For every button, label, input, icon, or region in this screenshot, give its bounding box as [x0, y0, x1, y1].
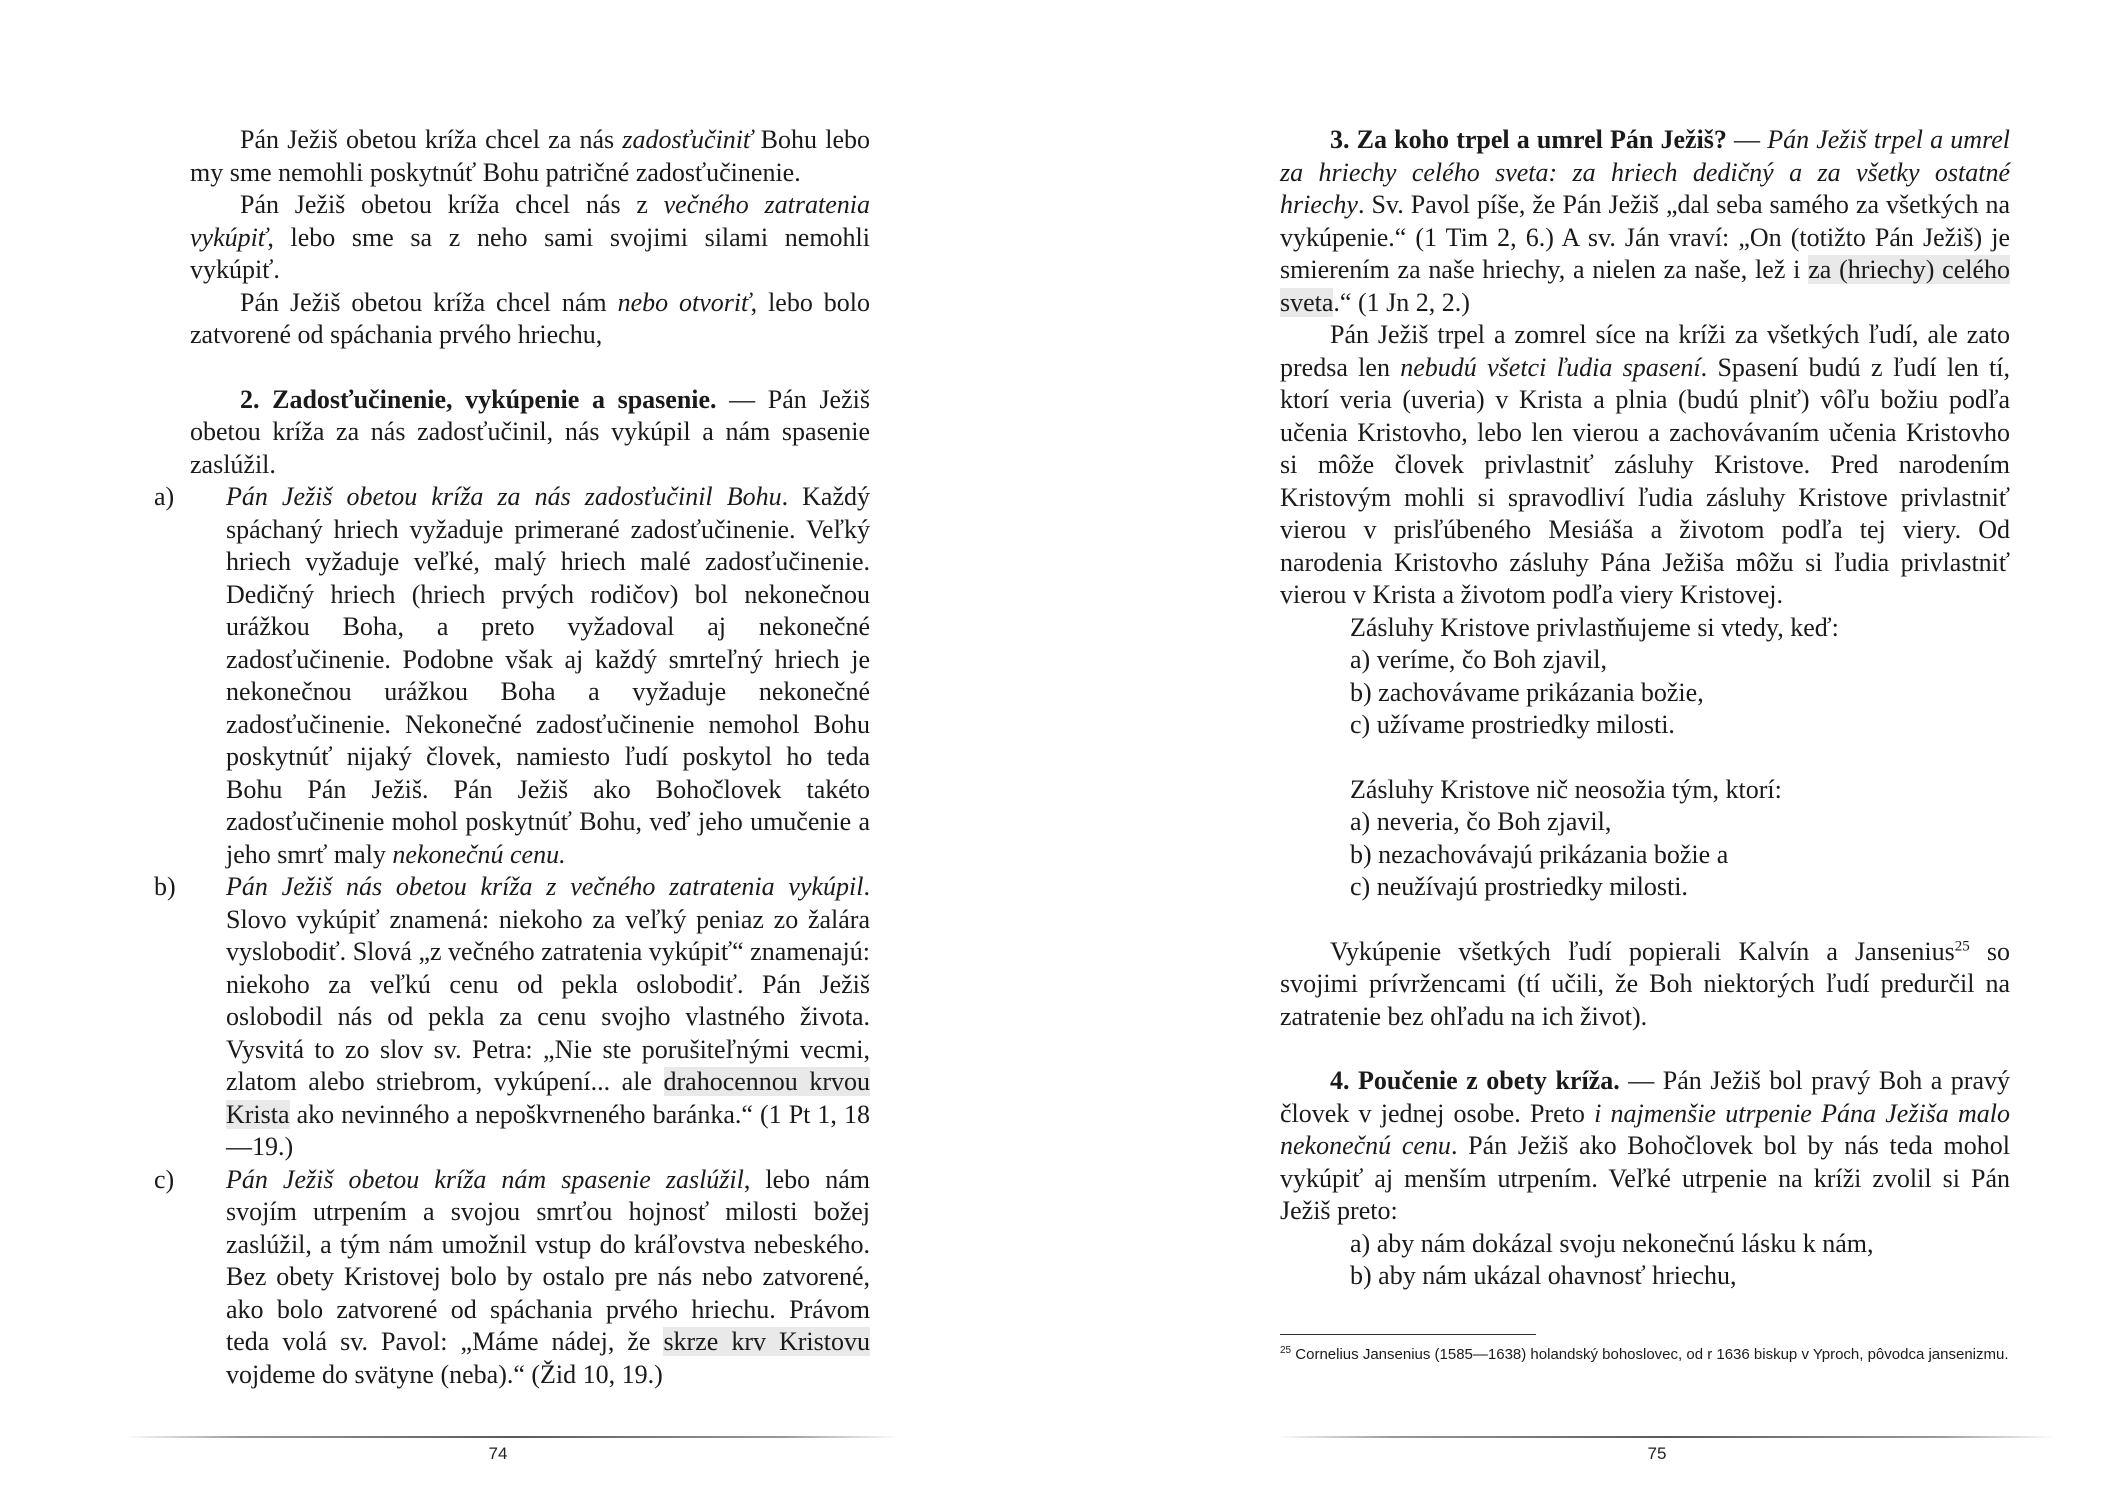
list-intro: Zásluhy Kristove privlastňujeme si vtedy, keď: — [1350, 612, 1839, 642]
list-item: c) neužívajú prostriedky milosti. — [1350, 872, 1688, 901]
list-item: a) veríme, čo Boh zjavil, — [1350, 645, 1608, 674]
footnote-reference: 25 — [1954, 937, 1970, 954]
list-item: b) nezachovávajú prikázania božie a — [1350, 839, 1729, 869]
highlighted-text: za (hriechy) celého sveta — [1280, 255, 2010, 317]
section-2-paragraph: 2. Zadosťučinenie, vykúpenie a spasenie. — Pán Ježiš obetou kríža za nás zadosťučinil, nás vykúpil a nám spasenie zaslúžil. — [190, 384, 870, 479]
section-heading: 3. Za koho trpel a umrel Pán Ježiš? — [1330, 125, 1727, 154]
right-page-body — [1280, 124, 2010, 1293]
right-page — [1280, 0, 2010, 1500]
list-intro: Zásluhy Kristove nič neosožia tým, ktorí: — [1350, 774, 1782, 804]
reasons-list — [1280, 1228, 2010, 1293]
section-2-list — [154, 481, 870, 1391]
merits-list — [1280, 612, 2010, 904]
section-heading: 4. Poučenie z obety kríža. — [1330, 1066, 1620, 1095]
left-page-body — [154, 124, 871, 1391]
footnote-rule — [1280, 1334, 1536, 1335]
page-number: 75 — [1647, 1444, 1667, 1463]
section-4-paragraph: 4. Poučenie z obety kríža. — Pán Ježiš bol pravý Boh a pravý človek v jednej osobe. Preto i najmenšie utrpenie Pána Ježiša malo nekonečnú cenu. Pán Ježiš ako Bohočlovek bol by nás teda mohol vykúpiť aj menším utrpením. Veľké utrpenie na kríži zvolil si Pán Ježiš preto: — [1280, 1066, 2011, 1225]
footnote: $^{25}$ Cornelius Jansenius (1585—1638) holandský bohoslovec, od r 1636 biskup v Yproch, pôvodca jansenizmu. — [1280, 1345, 2009, 1363]
list-item: a) Pán Ježiš obetou kríža za nás zadosťučinil Bohu. Každý spáchaný hriech vyžaduje primerané zadosťučinenie. Veľký hriech vyžaduje veľké, malý hriech malé zadosťučinenie. Dedičný hriech (hriech prvých rodičov) bol nekonečnou urážkou Boha, a preto vyžadoval aj nekonečné zadosťučinenie. Podobne však aj každý smrteľný hriech je nekonečnou urážkou Boha a vyžaduje nekonečné zadosťučinenie. Nekonečné zadosťučinenie nemohol Bohu poskytnúť nijaký človek, namiesto ľudí poskytol ho teda Bohu Pán Ježiš. Pán Ježiš ako Bohočlovek takéto zadosťučinenie mohol poskytnúť Bohu, veď jeho umučenie a jeho smrť maly nekonečnú cenu. — [154, 482, 870, 869]
section-heading: 2. Zadosťučinenie, vykúpenie a spasenie. — [240, 384, 717, 414]
list-item: c) užívame prostriedky milosti. — [1350, 710, 1675, 739]
section-3-paragraph: 3. Za koho trpel a umrel Pán Ježiš? — Pán Ježiš trpel a umrel za hriechy celého sveta: za hriech dedičný a za všetky ostatné hriechy. Sv. Pavol píše, že Pán Ježiš „dal seba samého za všetkých na vykúpenie.“ (1 Tim 2, 6.) A sv. Ján vraví: „On (totižto Pán Ježiš) je smierením za naše hriechy, a nielen za naše, lež i za (hriechy) celého sveta.“ (1 Jn 2, 2.) — [1280, 125, 2010, 317]
highlighted-text: skrze krv Kristovu — [663, 1327, 870, 1356]
paragraph: Vykúpenie všetkých ľudí popierali Kalvín a Jansenius$^{25}$ so svojimi prívržencami (tí učili, že Boh niektorých ľudí predurčil na zatratenie bez ohľadu na ich život). — [1280, 936, 2010, 1031]
highlighted-text: drahocennou krvou Krista — [226, 1067, 870, 1129]
left-page — [154, 0, 871, 1500]
page-rule — [1276, 1436, 2056, 1438]
page-rule — [124, 1436, 900, 1438]
paragraph: Pán Ježiš obetou kríža chcel za nás zadosťučiniť Bohu lebo my sme nemohli poskytnúť Bohu patričné zadosťučinenie. — [190, 125, 870, 187]
paragraph: Pán Ježiš trpel a zomrel síce na kríži za všetkých ľudí, ale zato predsa len nebudú všetci ľudia spasení. Spasení budú z ľudí len tí, ktorí veria (uveria) v Krista a plnia (budú plniť) vôľu božiu podľa učenia Kristovho, lebo len vierou a zachovávaním učenia Kristovho si môže človek privlastniť zásluhy Kristove. Pred narodením Kristovým mohli si spravodliví ľudia zásluhy Kristove privlastniť vierou v prisľúbeného Mesiáša a životom podľa tej viery. Od narodenia Kristovho zásluhy Pána Ježiša môžu si ľudia privlastniť vierou v Krista a životom podľa viery Kristovej. — [1280, 320, 2010, 609]
paragraph: Pán Ježiš obetou kríža chcel nás z večného zatratenia vykúpiť, lebo sme sa z neho sami svojimi silami nemohli vykúpiť. — [190, 190, 871, 284]
list-item: b) aby nám ukázal ohavnosť hriechu, — [1350, 1261, 1737, 1290]
page-number: 74 — [488, 1444, 508, 1463]
list-item: a) aby nám dokázal svoju nekonečnú lásku k nám, — [1350, 1228, 1874, 1258]
list-item: b) Pán Ježiš nás obetou kríža z večného zatratenia vykúpil. Slovo vykúpiť znamená: niekoho za veľký peniaz zo žalára vyslobodiť. Slová „z večného zatratenia vykúpiť“ znamenajú: niekoho za veľkú cenu od pekla oslobodiť. Pán Ježiš oslobodil nás od pekla za cenu svojho vlastného života. Vysvitá to zo slov sv. Petra: „Nie ste porušiteľnými vecmi, zlatom alebo striebrom, vykúpení... ale drahocennou krvou Krista ako nevinného a nepoškvrneného baránka.“ (1 Pt 1, 18—19.) — [154, 872, 870, 1161]
list-item: c) Pán Ježiš obetou kríža nám spasenie zaslúžil, lebo nám svojím utrpením a svojou smrťou hojnosť milosti božej zaslúžil, a tým nám umožnil vstup do kráľovstva nebeského. Bez obety Kristovej bolo by ostalo pre nás nebo zatvorené, ako bolo zatvorené od spáchania prvého hriechu. Právom teda volá sv. Pavol: „Máme nádej, že skrze krv Kristovu vojdeme do svätyne (neba).“ (Žid 10, 19.) — [154, 1164, 870, 1389]
paragraph: Pán Ježiš obetou kríža chcel nám nebo otvoriť, lebo bolo zatvorené od spáchania prvého hriechu, — [190, 287, 871, 349]
list-item: a) neveria, čo Boh zjavil, — [1350, 807, 1612, 836]
list-item: b) zachovávame prikázania božie, — [1350, 677, 1704, 707]
